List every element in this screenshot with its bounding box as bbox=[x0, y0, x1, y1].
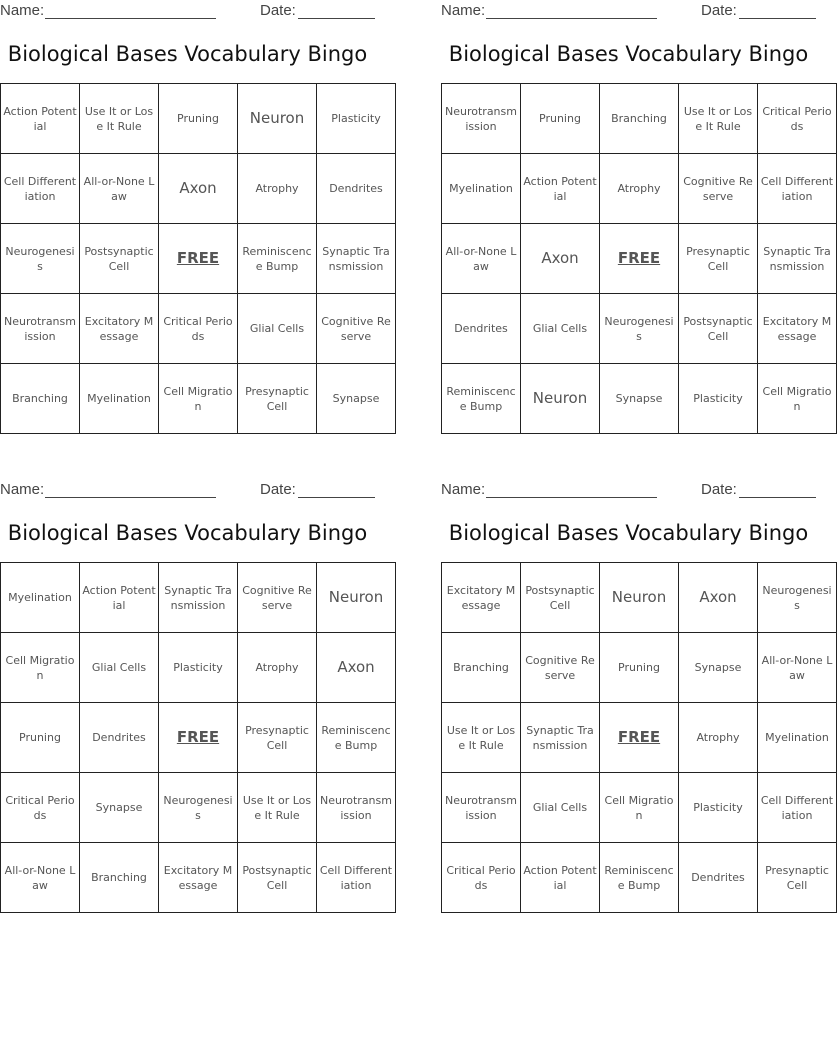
bingo-cell[interactable]: All-or-None Law bbox=[442, 224, 521, 294]
bingo-cell[interactable]: Branching bbox=[80, 843, 159, 913]
bingo-cell[interactable]: Synapse bbox=[317, 364, 396, 434]
bingo-cell[interactable]: Branching bbox=[442, 633, 521, 703]
bingo-row bbox=[442, 364, 837, 434]
name-label: Name: bbox=[441, 481, 486, 498]
bingo-cell[interactable]: Myelination bbox=[80, 364, 159, 434]
bingo-cell[interactable]: Axon bbox=[679, 563, 758, 633]
bingo-cell[interactable]: Synaptic Transmission bbox=[159, 563, 238, 633]
bingo-cell[interactable]: Neuron bbox=[600, 563, 679, 633]
bingo-cell[interactable]: Synapse bbox=[80, 773, 159, 843]
bingo-cell[interactable]: Synapse bbox=[679, 633, 758, 703]
bingo-cell[interactable]: Axon bbox=[521, 224, 600, 294]
bingo-cell[interactable]: Critical Periods bbox=[442, 843, 521, 913]
name-date-header bbox=[0, 481, 375, 499]
bingo-cell[interactable]: Branching bbox=[600, 84, 679, 154]
bingo-grid bbox=[0, 83, 396, 434]
bingo-cell[interactable]: Atrophy bbox=[238, 154, 317, 224]
bingo-cell[interactable]: All-or-None Law bbox=[758, 633, 837, 703]
bingo-cell[interactable]: Action Potential bbox=[1, 84, 80, 154]
bingo-cell[interactable]: Glial Cells bbox=[521, 294, 600, 364]
bingo-row bbox=[1, 563, 396, 633]
bingo-cell[interactable]: Synapse bbox=[600, 364, 679, 434]
bingo-cell[interactable]: Cell Migration bbox=[600, 773, 679, 843]
name-blank-line[interactable] bbox=[45, 497, 216, 498]
bingo-cell[interactable]: Cell Migration bbox=[159, 364, 238, 434]
name-blank-line[interactable] bbox=[45, 18, 216, 19]
name-date-header bbox=[441, 481, 816, 499]
name-label: Name: bbox=[441, 2, 486, 19]
bingo-cell[interactable]: Atrophy bbox=[679, 703, 758, 773]
free-space[interactable]: FREE bbox=[159, 224, 238, 294]
bingo-cell[interactable]: Neurogenesis bbox=[758, 563, 837, 633]
bingo-cell[interactable]: Presynaptic Cell bbox=[758, 843, 837, 913]
bingo-row bbox=[1, 364, 396, 434]
bingo-cell[interactable]: Use It or Lose It Rule bbox=[80, 84, 159, 154]
bingo-cell[interactable]: Critical Periods bbox=[758, 84, 837, 154]
bingo-cell[interactable]: Atrophy bbox=[238, 633, 317, 703]
bingo-cell[interactable]: Synaptic Transmission bbox=[317, 224, 396, 294]
bingo-row bbox=[442, 294, 837, 364]
date-label: Date: bbox=[260, 2, 296, 19]
bingo-cell[interactable]: Cognitive Reserve bbox=[317, 294, 396, 364]
bingo-cell[interactable]: Axon bbox=[317, 633, 396, 703]
bingo-row bbox=[442, 773, 837, 843]
bingo-row bbox=[1, 703, 396, 773]
name-blank-line[interactable] bbox=[486, 497, 657, 498]
bingo-card bbox=[441, 479, 834, 919]
bingo-cell[interactable]: All-or-None Law bbox=[80, 154, 159, 224]
bingo-cell[interactable]: Cell Differentiation bbox=[1, 154, 80, 224]
bingo-card bbox=[0, 0, 391, 440]
bingo-title: Biological Bases Vocabulary Bingo bbox=[7, 42, 368, 66]
bingo-cell[interactable]: Use It or Lose It Rule bbox=[679, 84, 758, 154]
bingo-cell[interactable]: Presynaptic Cell bbox=[679, 224, 758, 294]
bingo-cell[interactable]: Myelination bbox=[1, 563, 80, 633]
bingo-title: Biological Bases Vocabulary Bingo bbox=[7, 521, 368, 545]
bingo-card bbox=[441, 0, 834, 440]
bingo-cell[interactable]: Pruning bbox=[1, 703, 80, 773]
bingo-row bbox=[442, 633, 837, 703]
name-blank-line[interactable] bbox=[486, 18, 657, 19]
bingo-row bbox=[1, 294, 396, 364]
bingo-row bbox=[442, 703, 837, 773]
bingo-cell[interactable]: Use It or Lose It Rule bbox=[442, 703, 521, 773]
bingo-cell[interactable]: Reminiscence Bump bbox=[442, 364, 521, 434]
bingo-cell[interactable]: Critical Periods bbox=[1, 773, 80, 843]
bingo-cell[interactable]: Presynaptic Cell bbox=[238, 703, 317, 773]
name-date-header bbox=[0, 2, 375, 20]
free-space[interactable]: FREE bbox=[600, 224, 679, 294]
bingo-cell[interactable]: Myelination bbox=[758, 703, 837, 773]
bingo-cell[interactable]: Neuron bbox=[521, 364, 600, 434]
bingo-cell[interactable]: Neurotransmission bbox=[317, 773, 396, 843]
bingo-row bbox=[1, 843, 396, 913]
bingo-row bbox=[442, 563, 837, 633]
bingo-title: Biological Bases Vocabulary Bingo bbox=[448, 521, 809, 545]
bingo-cell[interactable]: Neuron bbox=[238, 84, 317, 154]
bingo-cell[interactable]: Excitatory Message bbox=[80, 294, 159, 364]
bingo-cell[interactable]: Reminiscence Bump bbox=[600, 843, 679, 913]
date-blank-line[interactable] bbox=[739, 497, 816, 498]
bingo-cell[interactable]: Neurogenesis bbox=[1, 224, 80, 294]
bingo-cell[interactable]: Postsynaptic Cell bbox=[679, 294, 758, 364]
bingo-cell[interactable]: Synaptic Transmission bbox=[758, 224, 837, 294]
bingo-row bbox=[442, 84, 837, 154]
bingo-grid bbox=[441, 83, 837, 434]
bingo-cell[interactable]: Use It or Lose It Rule bbox=[238, 773, 317, 843]
bingo-cell[interactable]: Neuron bbox=[317, 563, 396, 633]
bingo-cell[interactable]: Atrophy bbox=[600, 154, 679, 224]
bingo-cell[interactable]: Cell Differentiation bbox=[758, 773, 837, 843]
bingo-cell[interactable]: Neurogenesis bbox=[600, 294, 679, 364]
bingo-cell[interactable]: Branching bbox=[1, 364, 80, 434]
bingo-cell[interactable]: Action Potential bbox=[80, 563, 159, 633]
name-date-header bbox=[441, 2, 816, 20]
bingo-grid bbox=[0, 562, 396, 913]
bingo-cell[interactable]: Neurotransmission bbox=[1, 294, 80, 364]
bingo-cell[interactable]: Dendrites bbox=[442, 294, 521, 364]
bingo-row bbox=[1, 224, 396, 294]
date-blank-line[interactable] bbox=[298, 18, 375, 19]
bingo-grid bbox=[441, 562, 837, 913]
bingo-cell[interactable]: Plasticity bbox=[679, 364, 758, 434]
bingo-row bbox=[442, 154, 837, 224]
bingo-cell[interactable]: Postsynaptic Cell bbox=[80, 224, 159, 294]
bingo-cell[interactable]: Dendrites bbox=[679, 843, 758, 913]
bingo-cell[interactable]: Neurogenesis bbox=[159, 773, 238, 843]
bingo-cell[interactable]: Cell Differentiation bbox=[317, 843, 396, 913]
bingo-cell[interactable]: Cell Migration bbox=[758, 364, 837, 434]
bingo-cell[interactable]: Synaptic Transmission bbox=[521, 703, 600, 773]
bingo-cell[interactable]: Glial Cells bbox=[238, 294, 317, 364]
bingo-cell[interactable]: Glial Cells bbox=[521, 773, 600, 843]
bingo-row bbox=[1, 84, 396, 154]
bingo-cell[interactable]: Presynaptic Cell bbox=[238, 364, 317, 434]
bingo-card bbox=[0, 479, 393, 919]
bingo-cell[interactable]: Reminiscence Bump bbox=[238, 224, 317, 294]
bingo-cell[interactable]: Myelination bbox=[442, 154, 521, 224]
bingo-cell[interactable]: Cognitive Reserve bbox=[238, 563, 317, 633]
bingo-cell[interactable]: Cell Migration bbox=[1, 633, 80, 703]
bingo-row bbox=[1, 633, 396, 703]
name-label: Name: bbox=[0, 2, 45, 19]
bingo-cell[interactable]: Cell Differentiation bbox=[758, 154, 837, 224]
bingo-row bbox=[442, 224, 837, 294]
date-label: Date: bbox=[260, 481, 296, 498]
free-space[interactable]: FREE bbox=[600, 703, 679, 773]
bingo-cell[interactable]: Cognitive Reserve bbox=[679, 154, 758, 224]
bingo-cell[interactable]: Pruning bbox=[600, 633, 679, 703]
bingo-cell[interactable]: Reminiscence Bump bbox=[317, 703, 396, 773]
date-label: Date: bbox=[701, 481, 737, 498]
bingo-cell[interactable]: Plasticity bbox=[317, 84, 396, 154]
bingo-cell[interactable]: Action Potential bbox=[521, 843, 600, 913]
bingo-cell[interactable]: Dendrites bbox=[80, 703, 159, 773]
bingo-cell[interactable]: Plasticity bbox=[679, 773, 758, 843]
bingo-row bbox=[1, 773, 396, 843]
bingo-cell[interactable]: Neurotransmission bbox=[442, 773, 521, 843]
bingo-cell[interactable]: Postsynaptic Cell bbox=[521, 563, 600, 633]
bingo-cell[interactable]: Axon bbox=[159, 154, 238, 224]
date-blank-line[interactable] bbox=[298, 497, 375, 498]
bingo-row bbox=[442, 843, 837, 913]
bingo-cell[interactable]: Neurotransmission bbox=[442, 84, 521, 154]
bingo-cell[interactable]: All-or-None Law bbox=[1, 843, 80, 913]
date-blank-line[interactable] bbox=[739, 18, 816, 19]
bingo-cell[interactable]: Postsynaptic Cell bbox=[238, 843, 317, 913]
bingo-title: Biological Bases Vocabulary Bingo bbox=[448, 42, 809, 66]
bingo-cell[interactable]: Glial Cells bbox=[80, 633, 159, 703]
bingo-cell[interactable]: Pruning bbox=[521, 84, 600, 154]
bingo-cell[interactable]: Cognitive Reserve bbox=[521, 633, 600, 703]
name-label: Name: bbox=[0, 481, 45, 498]
bingo-cell[interactable]: Action Potential bbox=[521, 154, 600, 224]
bingo-cell[interactable]: Excitatory Message bbox=[159, 843, 238, 913]
bingo-cell[interactable]: Pruning bbox=[159, 84, 238, 154]
free-space[interactable]: FREE bbox=[159, 703, 238, 773]
bingo-cell[interactable]: Dendrites bbox=[317, 154, 396, 224]
bingo-cell[interactable]: Critical Periods bbox=[159, 294, 238, 364]
bingo-cell[interactable]: Excitatory Message bbox=[442, 563, 521, 633]
date-label: Date: bbox=[701, 2, 737, 19]
bingo-row bbox=[1, 154, 396, 224]
bingo-cell[interactable]: Plasticity bbox=[159, 633, 238, 703]
bingo-cell[interactable]: Excitatory Message bbox=[758, 294, 837, 364]
